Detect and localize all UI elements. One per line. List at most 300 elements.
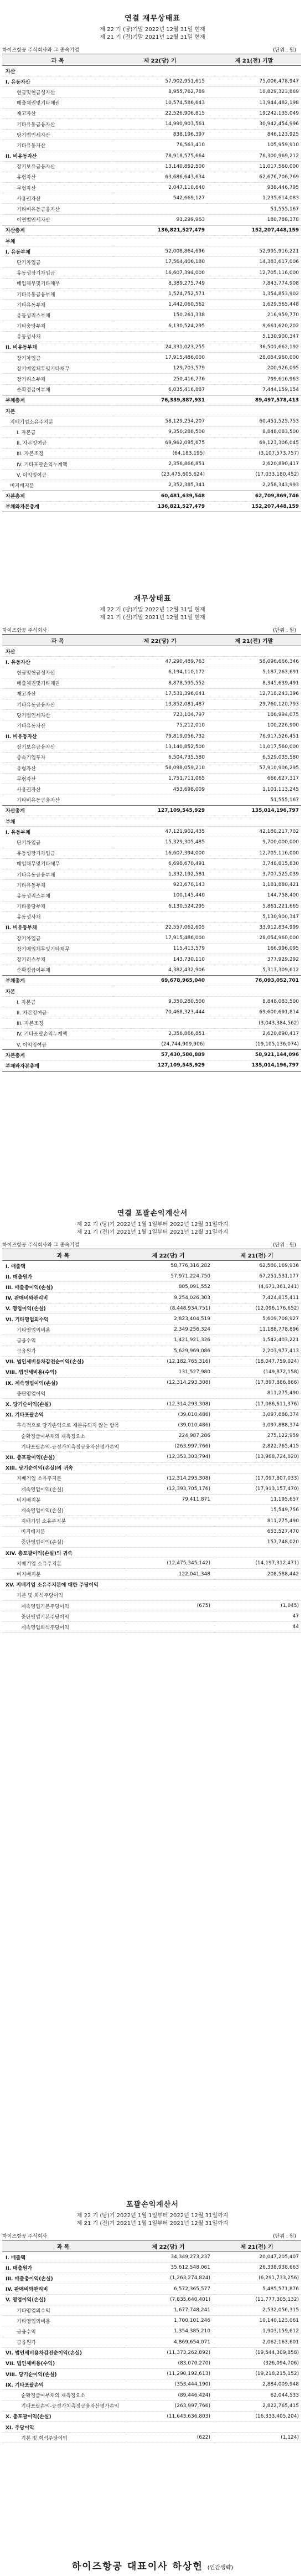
account-label: 금융수익: [2, 1335, 124, 1346]
account-label: 이연법인세자산: [2, 214, 113, 225]
statement-row: [2, 1399, 301, 1409]
prior-amount: (3,043,384,562): [207, 1018, 301, 1028]
account-label: III. 자본조정: [2, 448, 113, 458]
prior-amount: 9,661,620,202: [207, 321, 301, 331]
account-label: II. 자본잉여금: [2, 437, 113, 448]
account-label: 유동성사채: [2, 331, 113, 342]
prior-amount: 44: [213, 1622, 301, 1632]
account-label: V. 영업이익(손실): [2, 1303, 124, 1313]
statement-row: [2, 933, 301, 944]
statement-row: [2, 911, 301, 922]
statement-row: [2, 2358, 301, 2368]
prior-amount: (326,094,706): [213, 2358, 301, 2368]
account-label: 사용권자산: [2, 193, 113, 204]
current-amount: 57,902,951,615: [113, 76, 207, 87]
prior-amount: 75,006,478,947: [207, 76, 301, 87]
prior-amount: (3,107,573,757): [207, 448, 301, 458]
current-amount: 79,411,871: [124, 1495, 213, 1505]
current-amount: 150,261,338: [113, 310, 207, 321]
current-amount: 34,349,273,237: [124, 2252, 213, 2263]
account-label: 후속적으로 당기손익으로 재분류되지 않는 항목: [2, 1420, 124, 1430]
current-amount: (263,997,766): [124, 2400, 213, 2411]
prior-amount: 89,497,578,413: [207, 395, 301, 405]
statement-row: [2, 1303, 301, 1313]
period-current: 제 22 기 (당)기말 2022년 12월 31일 현재: [100, 27, 205, 33]
current-amount: 1,332,192,581: [113, 869, 207, 879]
account-label: 유동성리스부채: [2, 310, 113, 321]
account-label: X. 총포괄이익(손실): [2, 2411, 124, 2422]
prior-amount: 1,629,565,448: [207, 300, 301, 310]
prior-amount: (17,033,180,452): [207, 470, 301, 480]
prior-amount: 33,912,834,999: [207, 922, 301, 932]
separate-income-statement-section: [0, 2198, 305, 2443]
statement-row: [2, 2347, 301, 2358]
current-amount: 129,703,579: [113, 363, 207, 374]
prior-amount: 57,910,906,295: [207, 763, 301, 774]
current-amount: (622): [124, 2433, 213, 2443]
account-label: 중단영업이익(손실): [2, 1537, 124, 1547]
unit-label: (단위 : 원): [273, 2234, 296, 2239]
statement-row: [2, 720, 301, 731]
statement-row: [2, 752, 301, 763]
current-amount: 131,527,980: [124, 1367, 213, 1377]
prior-amount: 15,549,756: [213, 1505, 301, 1516]
statement-row: [2, 678, 301, 688]
statement-row: [2, 667, 301, 678]
prior-amount: 7,843,774,908: [207, 278, 301, 288]
current-amount: [124, 1590, 213, 1600]
current-amount: (675): [124, 1601, 213, 1611]
statement-row: [2, 657, 301, 667]
company-name: 하이즈항공 주식회사: [2, 628, 48, 633]
prior-amount: 2,822,765,415: [213, 2400, 301, 2411]
current-amount: 91,299,963: [113, 214, 207, 225]
prior-amount: 36,501,662,192: [207, 342, 301, 352]
statement-row: [2, 76, 301, 87]
current-amount: 6,572,365,577: [124, 2284, 213, 2294]
prior-amount: (19,218,215,152): [213, 2369, 301, 2379]
account-label: 계속영업이익(손실): [2, 1483, 124, 1494]
statement-row: [2, 2326, 301, 2337]
statement-row: [2, 119, 301, 129]
account-label: 장기리스부채: [2, 954, 113, 965]
statement-row: [2, 204, 301, 214]
account-label: IV. 기타포괄손익누계액: [2, 458, 113, 469]
statement-table: [2, 1249, 301, 1633]
prior-amount: 11,188,778,896: [213, 1325, 301, 1335]
unit-label: (단위 : 원): [273, 48, 296, 53]
prior-amount: 76,917,526,451: [207, 731, 301, 741]
statement-row: [2, 2284, 301, 2294]
account-label: 기본 및 희석주당이익: [2, 1590, 124, 1600]
prior-amount: (17,097,807,033): [213, 1473, 301, 1483]
current-amount: 805,091,552: [124, 1282, 213, 1292]
current-amount: 127,109,545,929: [113, 805, 207, 816]
prior-amount: 938,446,795: [207, 183, 301, 193]
prior-amount: 26,338,938,663: [213, 2263, 301, 2273]
current-amount: [124, 1505, 213, 1516]
current-amount: 79,819,056,732: [113, 731, 207, 741]
prior-amount: 105,959,910: [207, 140, 301, 151]
header-row: [2, 2240, 301, 2252]
prior-amount: [213, 2422, 301, 2433]
current-amount: [124, 1537, 213, 1547]
current-amount: 8,955,762,789: [113, 87, 207, 97]
period-prior: 제 21 기 (전)기말 2021년 12월 31일 현재: [100, 615, 205, 621]
current-amount: 923,670,143: [113, 880, 207, 890]
account-label: VII. 법인세비용(수익): [2, 2358, 124, 2368]
statement-row: [2, 741, 301, 752]
statement-row: [2, 140, 301, 151]
statement-row: [2, 108, 301, 119]
current-amount: [124, 2422, 213, 2433]
current-amount: 17,915,486,000: [113, 933, 207, 944]
prior-amount: 58,096,666,346: [207, 657, 301, 667]
prior-amount: 180,788,378: [207, 214, 301, 225]
current-amount: [113, 1018, 207, 1028]
account-label: II. 비유동부채: [2, 342, 113, 352]
current-amount: 24,331,023,255: [113, 342, 207, 352]
statement-row: [2, 1590, 301, 1600]
account-label: 자산총계: [2, 225, 113, 235]
prior-amount: 5,187,263,691: [207, 667, 301, 678]
statement-row: [2, 837, 301, 848]
current-amount: 75,212,010: [113, 720, 207, 731]
current-amount: 17,564,406,180: [113, 257, 207, 267]
current-amount: 224,987,286: [124, 1431, 213, 1441]
current-amount: [124, 1548, 213, 1558]
account-label: I. 유동부채: [2, 827, 113, 837]
account-label: 기타유동금융부채: [2, 869, 113, 879]
statement-period: [0, 26, 305, 42]
account-label: II. 매출원가: [2, 1271, 124, 1282]
account-label: X. 당기순이익(손실): [2, 1399, 124, 1409]
current-amount: (353,444,190): [124, 2379, 213, 2390]
statement-row: [2, 1335, 301, 1346]
current-amount: 1,354,385,210: [124, 2326, 213, 2337]
current-amount: 15,329,305,485: [113, 837, 207, 848]
prior-amount: (18,047,759,024): [213, 1356, 301, 1367]
account-label: 기타유동금융자산: [2, 119, 113, 129]
period-current: 제 22 기 (당)기 2022년 1월 1일부터 2022년 12월 31일까지: [76, 2213, 229, 2219]
account-label: 자본총계: [2, 1050, 113, 1060]
statement-row: [2, 480, 301, 491]
prior-amount: (149,872,158): [213, 1367, 301, 1377]
header-prior: 제 21(전) 기말: [207, 635, 301, 646]
statement-row: [2, 1526, 301, 1537]
account-label: II. 비유동부채: [2, 922, 113, 932]
current-amount: 16,607,394,000: [113, 848, 207, 858]
statement-row: [2, 278, 301, 288]
current-amount: (11,373,262,892): [124, 2347, 213, 2358]
current-amount: [113, 331, 207, 342]
statement-row: [2, 1431, 301, 1441]
current-amount: 17,915,486,000: [113, 353, 207, 363]
current-amount: [113, 406, 207, 416]
statement-row: [2, 395, 301, 405]
prior-amount: 5,485,571,876: [213, 2284, 301, 2294]
statement-row: [2, 214, 301, 225]
current-amount: 47,121,902,435: [113, 827, 207, 837]
prior-amount: 377,929,292: [207, 954, 301, 965]
prior-amount: 13,944,482,198: [207, 97, 301, 108]
current-amount: (23,475,605,624): [113, 470, 207, 480]
statement-row: [2, 646, 301, 657]
prior-amount: 7,444,159,154: [207, 384, 301, 395]
current-amount: 13,140,852,500: [113, 161, 207, 172]
account-label: I. 자본금: [2, 997, 113, 1007]
current-amount: 2,352,385,341: [113, 480, 207, 491]
current-amount: (12,393,705,176): [124, 1483, 213, 1494]
current-amount: 57,971,224,750: [124, 1271, 213, 1282]
prior-amount: 8,848,083,500: [207, 427, 301, 437]
current-amount: 60,481,639,548: [113, 491, 207, 501]
signature-line: [0, 2558, 305, 2572]
prior-amount: 8,345,639,491: [207, 678, 301, 688]
statement-row: [2, 2433, 301, 2443]
current-amount: 2,047,110,640: [113, 183, 207, 193]
account-label: 유동성리스부채: [2, 890, 113, 901]
prior-amount: [213, 1462, 301, 1473]
prior-amount: 12,718,243,396: [207, 688, 301, 699]
header-current: 제 22(당) 기: [113, 635, 207, 646]
header-current: 제 22(당) 기: [113, 54, 207, 66]
prior-amount: 2,258,343,993: [207, 480, 301, 491]
account-label: 유동성장기차입금: [2, 848, 113, 858]
account-label: 기타유동금융부채: [2, 288, 113, 299]
prior-amount: 100,226,900: [207, 720, 301, 731]
prior-amount: (19,105,136,074): [207, 1039, 301, 1049]
prior-amount: 5,609,708,927: [213, 1313, 301, 1324]
prior-amount: 11,017,560,000: [207, 161, 301, 172]
statement-rows: [2, 1261, 301, 1633]
prior-amount: (14,197,312,471): [213, 1558, 301, 1569]
statement-row: [2, 1441, 301, 1452]
statement-row: [2, 954, 301, 965]
statement-meta: [0, 45, 305, 54]
prior-amount: 12,705,116,000: [207, 267, 301, 278]
statement-row: [2, 1060, 301, 1071]
prior-amount: [207, 646, 301, 657]
current-amount: 2,356,866,851: [113, 458, 207, 469]
account-label: II. 비유동자산: [2, 151, 113, 161]
statement-row: [2, 2411, 301, 2422]
prior-amount: 275,122,959: [213, 1431, 301, 1441]
account-label: VIII. 당기순이익(손실): [2, 2369, 124, 2379]
prior-amount: 653,527,470: [213, 1526, 301, 1537]
current-amount: [113, 204, 207, 214]
prior-amount: (13,988,724,020): [213, 1452, 301, 1462]
account-label: 유동성사채: [2, 911, 113, 922]
account-label: 기타영업외비용: [2, 2316, 124, 2326]
current-amount: (12,314,293,308): [124, 1399, 213, 1409]
prior-amount: 62,580,169,936: [213, 1261, 301, 1271]
statement-rows: [2, 646, 301, 1071]
statement-row: [2, 1018, 301, 1028]
statement-row: [2, 2316, 301, 2326]
account-label: 장기보유금융자산: [2, 161, 113, 172]
statement-row: [2, 827, 301, 837]
statement-row: [2, 183, 301, 193]
statement-row: [2, 1558, 301, 1569]
statement-row: [2, 193, 301, 204]
statement-row: [2, 1611, 301, 1622]
current-amount: [124, 1622, 213, 1632]
header-prior: 제 21(전) 기말: [207, 54, 301, 66]
prior-amount: 186,994,075: [207, 710, 301, 720]
prior-amount: [213, 1579, 301, 1590]
header-account: 과 목: [2, 54, 113, 66]
prior-amount: (17,897,886,866): [213, 1378, 301, 1388]
account-label: 기타유동부채: [2, 300, 113, 310]
current-amount: 6,035,416,887: [113, 384, 207, 395]
prior-amount: [207, 66, 301, 76]
prior-amount: 52,995,916,221: [207, 246, 301, 257]
current-amount: [113, 646, 207, 657]
prior-amount: 1,903,159,612: [213, 2326, 301, 2337]
prior-amount: 14,383,617,006: [207, 257, 301, 267]
header-account: 과 목: [2, 1249, 124, 1261]
statement-row: [2, 501, 301, 512]
prior-amount: [213, 1590, 301, 1600]
company-name: 하이즈항공 주식회사: [2, 2234, 48, 2239]
current-amount: [113, 911, 207, 922]
statement-row: [2, 1261, 301, 1271]
current-amount: 13,140,852,500: [113, 741, 207, 752]
statement-table: [2, 634, 301, 1071]
statement-row: [2, 1271, 301, 1282]
header-row: [2, 1249, 301, 1261]
account-label: 기타비유동금융자산: [2, 204, 113, 214]
statement-row: [2, 880, 301, 890]
prior-amount: 799,616,963: [207, 374, 301, 384]
account-label: 지배기업 소유주지분: [2, 1558, 124, 1569]
current-amount: [124, 1611, 213, 1622]
account-label: II. 매출원가: [2, 2263, 124, 2273]
current-amount: 58,098,059,210: [113, 763, 207, 774]
account-label: 순확정급여부채의 재측정요소: [2, 2390, 124, 2400]
prior-amount: 62,044,533: [213, 2390, 301, 2400]
statement-row: [2, 66, 301, 76]
prior-amount: 1,181,880,421: [207, 880, 301, 890]
prior-amount: 29,760,120,793: [207, 699, 301, 709]
prior-amount: 3,707,525,039: [207, 869, 301, 879]
account-label: V. 이익잉여금: [2, 470, 113, 480]
account-label: 장기매입채무및기타채무: [2, 944, 113, 954]
account-label: 기타영업외수익: [2, 2305, 124, 2315]
account-label: V. 영업이익(손실): [2, 2294, 124, 2305]
account-label: IV. 판매비와관리비: [2, 1292, 124, 1303]
statement-row: [2, 2400, 301, 2411]
period-current: 제 22 기 (당)기 2022년 1월 1일부터 2022년 12월 31일까지: [76, 1222, 229, 1228]
prior-amount: 11,017,560,000: [207, 741, 301, 752]
prior-amount: 846,123,925: [207, 130, 301, 140]
current-amount: 47,290,489,763: [113, 657, 207, 667]
account-label: 자본: [2, 406, 113, 416]
current-amount: (12,314,293,308): [124, 1378, 213, 1388]
prior-amount: 1,101,113,245: [207, 784, 301, 795]
account-label: 기타충당부채: [2, 321, 113, 331]
statement-row: [2, 321, 301, 331]
account-label: 장기보유금융자산: [2, 741, 113, 752]
statement-row: [2, 1388, 301, 1399]
prior-amount: 47: [213, 1611, 301, 1622]
prior-amount: 3,748,815,830: [207, 858, 301, 869]
prior-amount: 51,555,167: [207, 204, 301, 214]
account-label: V. 이익잉여금: [2, 1039, 113, 1049]
header-account: 과 목: [2, 635, 113, 646]
prior-amount: 135,014,196,797: [207, 805, 301, 816]
current-amount: 100,145,440: [113, 890, 207, 901]
statement-row: [2, 763, 301, 774]
statement-row: [2, 416, 301, 427]
statement-row: [2, 1622, 301, 1632]
statement-row: [2, 406, 301, 416]
statement-row: [2, 1579, 301, 1590]
account-label: II. 비유동자산: [2, 731, 113, 741]
current-amount: 10,574,586,643: [113, 97, 207, 108]
account-label: 부채와자본총계: [2, 501, 113, 512]
current-amount: 70,468,323,444: [113, 1007, 207, 1018]
statement-row: [2, 1346, 301, 1356]
statement-row: [2, 1409, 301, 1420]
prior-amount: 69,123,306,045: [207, 437, 301, 448]
prior-amount: [207, 816, 301, 827]
account-label: 부채: [2, 236, 113, 246]
account-label: 금융수익: [2, 2326, 124, 2337]
current-amount: [124, 1388, 213, 1399]
period-prior: 제 21 기 (전)기말 2021년 12월 31일 현재: [100, 34, 205, 40]
prior-amount: 62,676,706,769: [207, 172, 301, 182]
header-current: 제 22(당) 기: [124, 2240, 213, 2252]
account-label: 비지배지분: [2, 1526, 124, 1537]
prior-amount: 8,848,083,500: [207, 997, 301, 1007]
prior-amount: 166,996,095: [207, 944, 301, 954]
prior-amount: (11,777,305,132): [213, 2294, 301, 2305]
statement-row: [2, 458, 301, 469]
statement-row: [2, 2369, 301, 2379]
account-label: VII. 법인세비용차감전순이익(손실): [2, 1356, 124, 1367]
header-account: 과 목: [2, 2240, 124, 2252]
prior-amount: 666,627,317: [207, 774, 301, 784]
current-amount: 838,196,397: [113, 130, 207, 140]
account-label: 부채와자본총계: [2, 1060, 113, 1071]
statement-row: [2, 257, 301, 267]
period-current: 제 22 기 (당)기말 2022년 12월 31일 현재: [100, 607, 205, 613]
statement-table: [2, 2240, 301, 2443]
statement-row: [2, 965, 301, 975]
header-prior: 제 21(전) 기: [213, 1249, 301, 1261]
account-label: IX. 기타포괄손익: [2, 2379, 124, 2390]
prior-amount: 58,921,144,096: [207, 1050, 301, 1060]
account-label: II. 자본잉여금: [2, 1007, 113, 1018]
current-amount: 6,504,735,580: [113, 752, 207, 763]
prior-amount: 3,097,888,374: [213, 1420, 301, 1430]
statement-row: [2, 2390, 301, 2400]
statement-row: [2, 2337, 301, 2347]
statement-row: [2, 87, 301, 97]
prior-amount: 11,195,657: [213, 1495, 301, 1505]
statement-period: [0, 606, 305, 622]
account-label: XI. 기타포괄손익: [2, 1409, 124, 1420]
statement-row: [2, 731, 301, 741]
prior-amount: 69,600,691,814: [207, 1007, 301, 1018]
prior-amount: 2,620,890,417: [207, 458, 301, 469]
statement-row: [2, 1473, 301, 1483]
account-label: I. 매출액: [2, 1261, 124, 1271]
current-amount: (263,997,766): [124, 1441, 213, 1452]
header-row: [2, 54, 301, 66]
